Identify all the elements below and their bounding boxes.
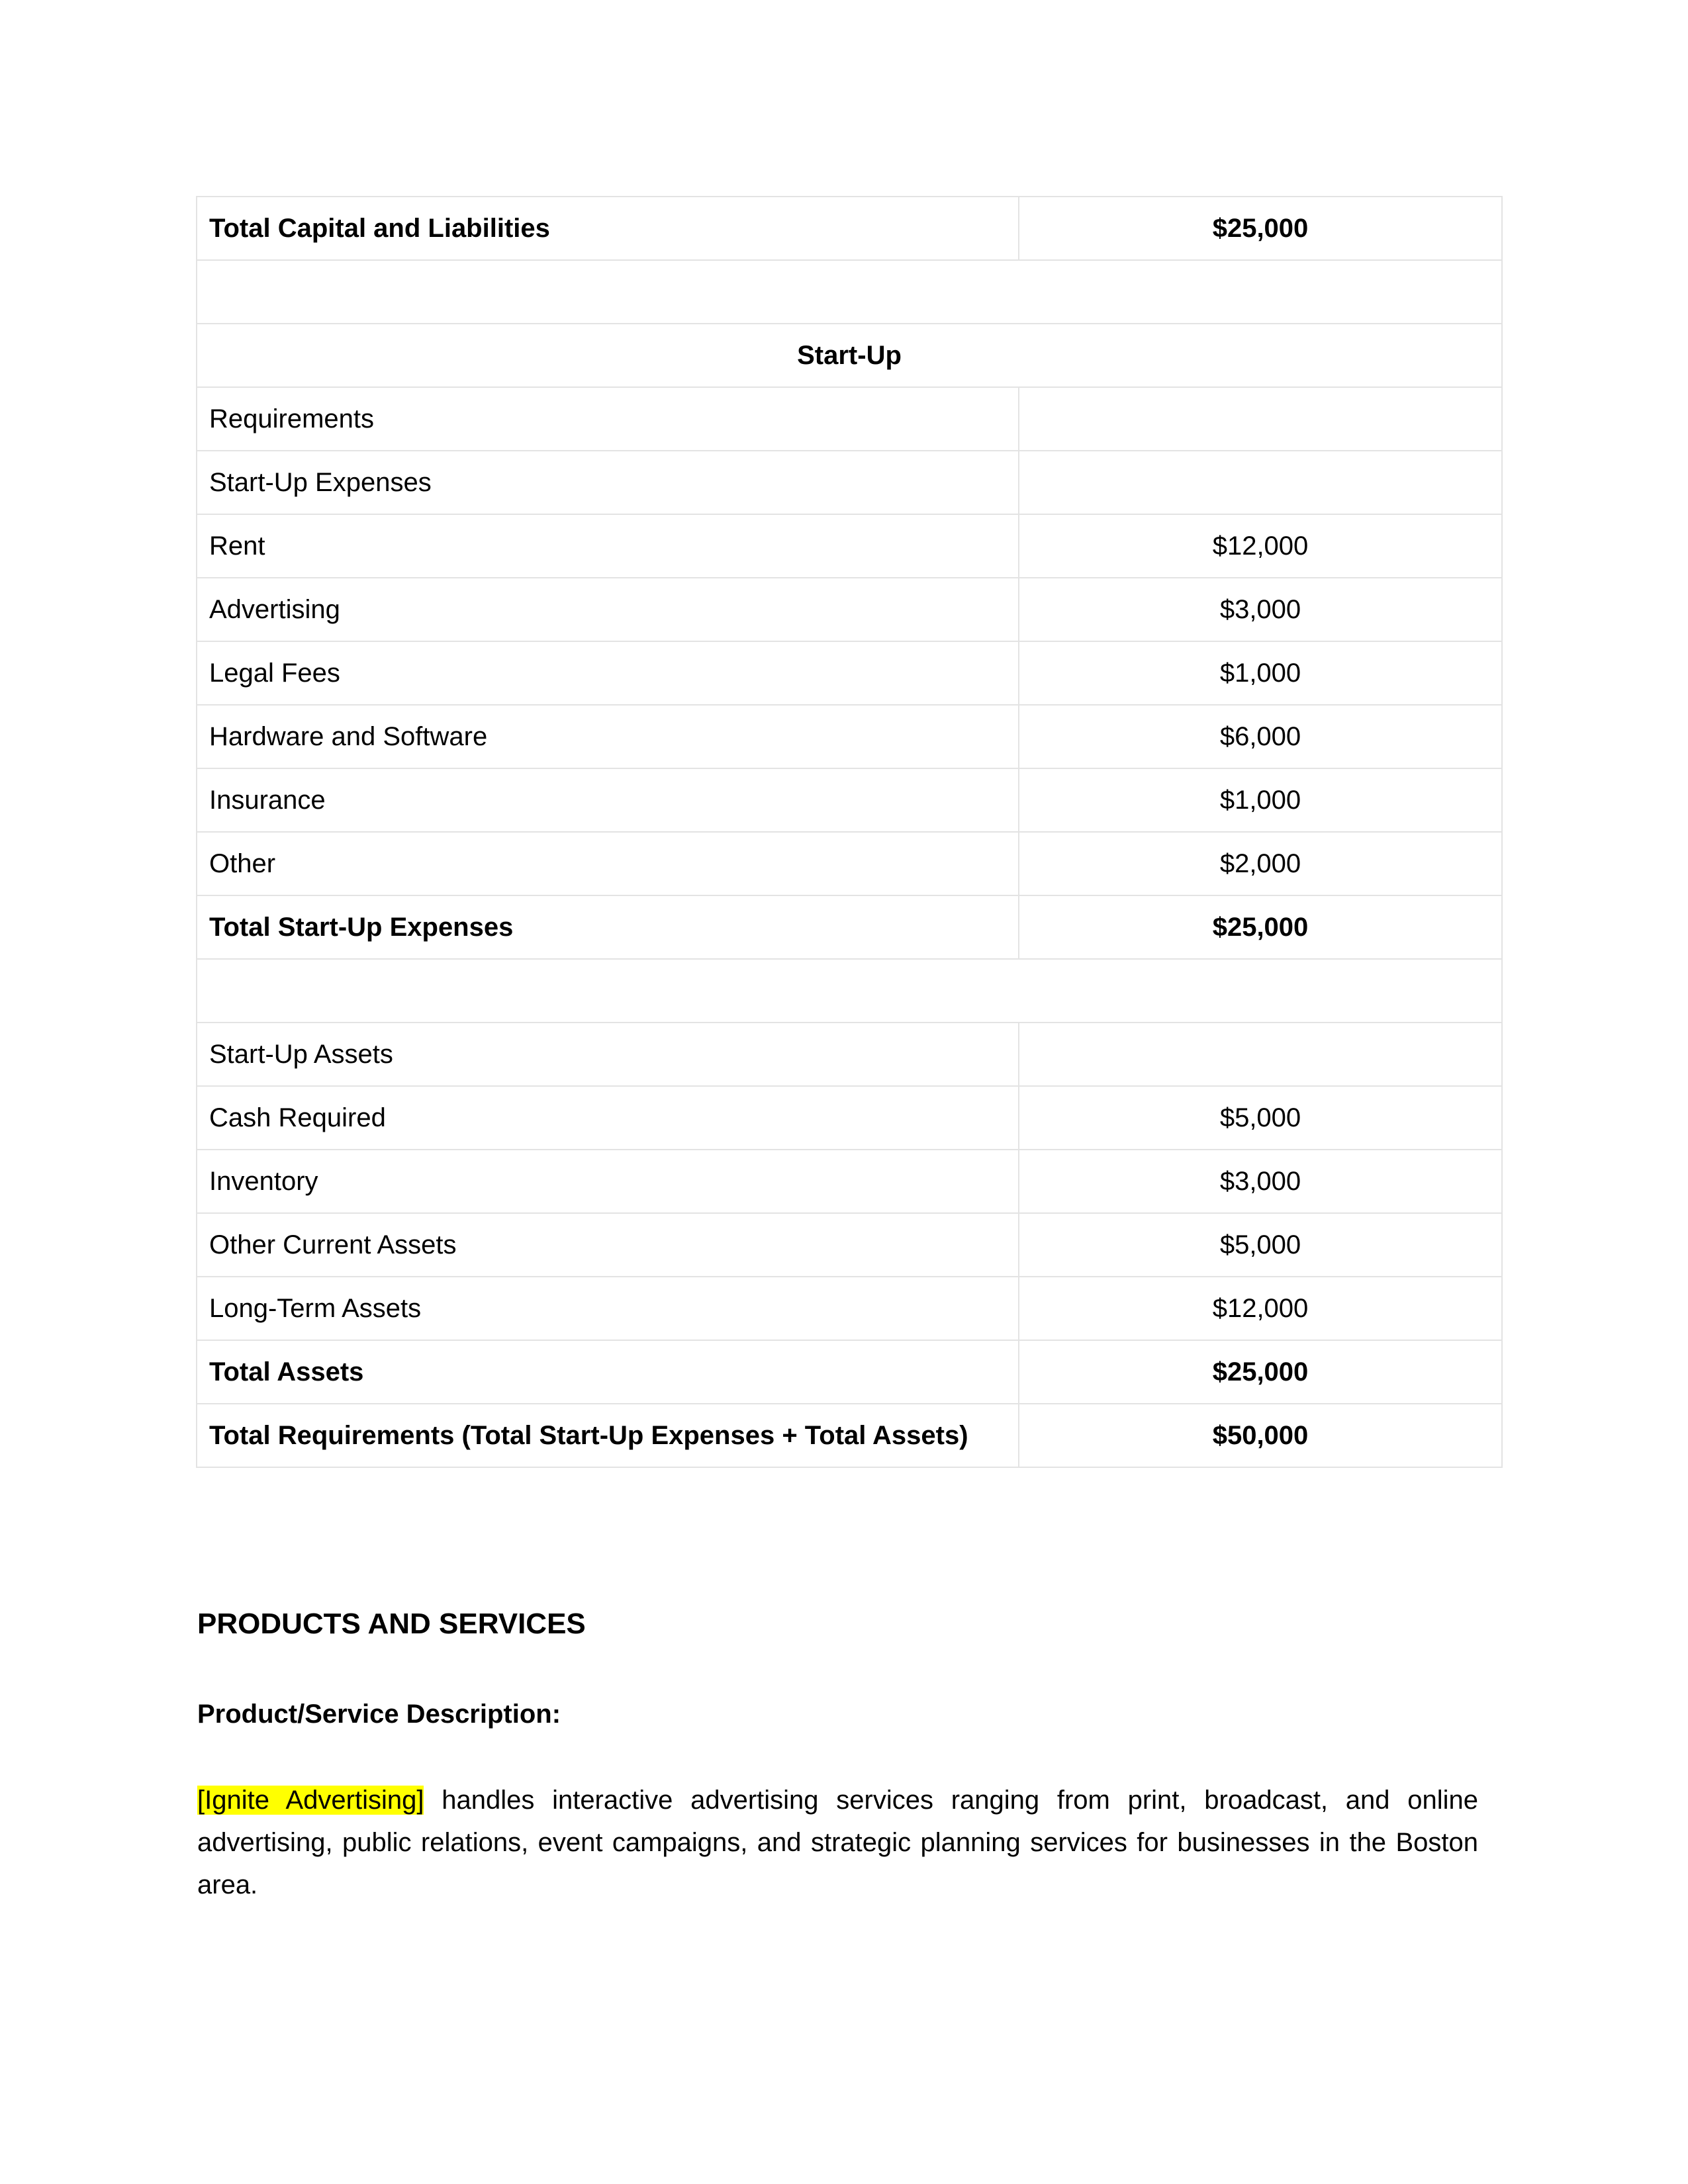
table-row <box>197 387 1502 451</box>
row-label: Start-Up Assets <box>197 1023 1019 1086</box>
row-value <box>1019 387 1502 451</box>
table-row <box>197 1086 1502 1150</box>
startup-financials-table <box>196 196 1503 1468</box>
table-row <box>197 1340 1502 1404</box>
table-row <box>197 1404 1502 1467</box>
row-label: Inventory <box>197 1150 1019 1213</box>
table-row <box>197 768 1502 832</box>
table-row <box>197 514 1502 578</box>
row-label: Hardware and Software <box>197 705 1019 768</box>
table-row <box>197 641 1502 705</box>
row-value: $6,000 <box>1019 705 1502 768</box>
company-name-highlight: [Ignite Advertising] <box>197 1786 424 1815</box>
row-label: Total Requirements (Total Start-Up Expenses + Total Assets) <box>197 1404 1019 1467</box>
row-value: $1,000 <box>1019 768 1502 832</box>
row-value <box>1019 1023 1502 1086</box>
row-label: Requirements <box>197 387 1019 451</box>
table-row <box>197 197 1502 260</box>
row-label: Rent <box>197 514 1019 578</box>
row-value: $3,000 <box>1019 578 1502 641</box>
table-row <box>197 451 1502 514</box>
section-heading: PRODUCTS AND SERVICES <box>197 1608 586 1640</box>
table-row <box>197 959 1502 1023</box>
row-label: Other Current Assets <box>197 1213 1019 1277</box>
row-value: $12,000 <box>1019 514 1502 578</box>
table-row <box>197 324 1502 387</box>
row-label: Advertising <box>197 578 1019 641</box>
row-label: Insurance <box>197 768 1019 832</box>
table-row <box>197 895 1502 959</box>
row-value: $1,000 <box>1019 641 1502 705</box>
row-label: Other <box>197 832 1019 895</box>
row-value: $25,000 <box>1019 895 1502 959</box>
row-label: Legal Fees <box>197 641 1019 705</box>
row-value: $5,000 <box>1019 1086 1502 1150</box>
table-row <box>197 578 1502 641</box>
row-value: $5,000 <box>1019 1213 1502 1277</box>
table-row <box>197 705 1502 768</box>
section-subheading: Product/Service Description: <box>197 1700 561 1729</box>
row-value: $3,000 <box>1019 1150 1502 1213</box>
blank-row-cell <box>197 959 1502 1023</box>
row-label: Total Start-Up Expenses <box>197 895 1019 959</box>
table-body <box>197 197 1502 1467</box>
row-value: $25,000 <box>1019 197 1502 260</box>
description-paragraph <box>197 1779 1478 1906</box>
row-value: $2,000 <box>1019 832 1502 895</box>
table-section-header: Start-Up <box>197 324 1502 387</box>
table-row <box>197 1023 1502 1086</box>
table-row <box>197 1277 1502 1340</box>
table-row <box>197 260 1502 324</box>
table-row <box>197 1150 1502 1213</box>
table-row <box>197 1213 1502 1277</box>
table-row <box>197 832 1502 895</box>
row-label: Total Assets <box>197 1340 1019 1404</box>
blank-row-cell <box>197 260 1502 324</box>
row-value: $50,000 <box>1019 1404 1502 1467</box>
row-value: $25,000 <box>1019 1340 1502 1404</box>
row-value <box>1019 451 1502 514</box>
row-label: Cash Required <box>197 1086 1019 1150</box>
description-text: handles interactive advertising services ranging from print, broadcast, and online advertising, public relations, event campaigns, and strategic planning services for businesses in the Boston area. <box>197 1786 1479 1899</box>
row-label: Long-Term Assets <box>197 1277 1019 1340</box>
row-label: Start-Up Expenses <box>197 451 1019 514</box>
row-label: Total Capital and Liabilities <box>197 197 1019 260</box>
row-value: $12,000 <box>1019 1277 1502 1340</box>
